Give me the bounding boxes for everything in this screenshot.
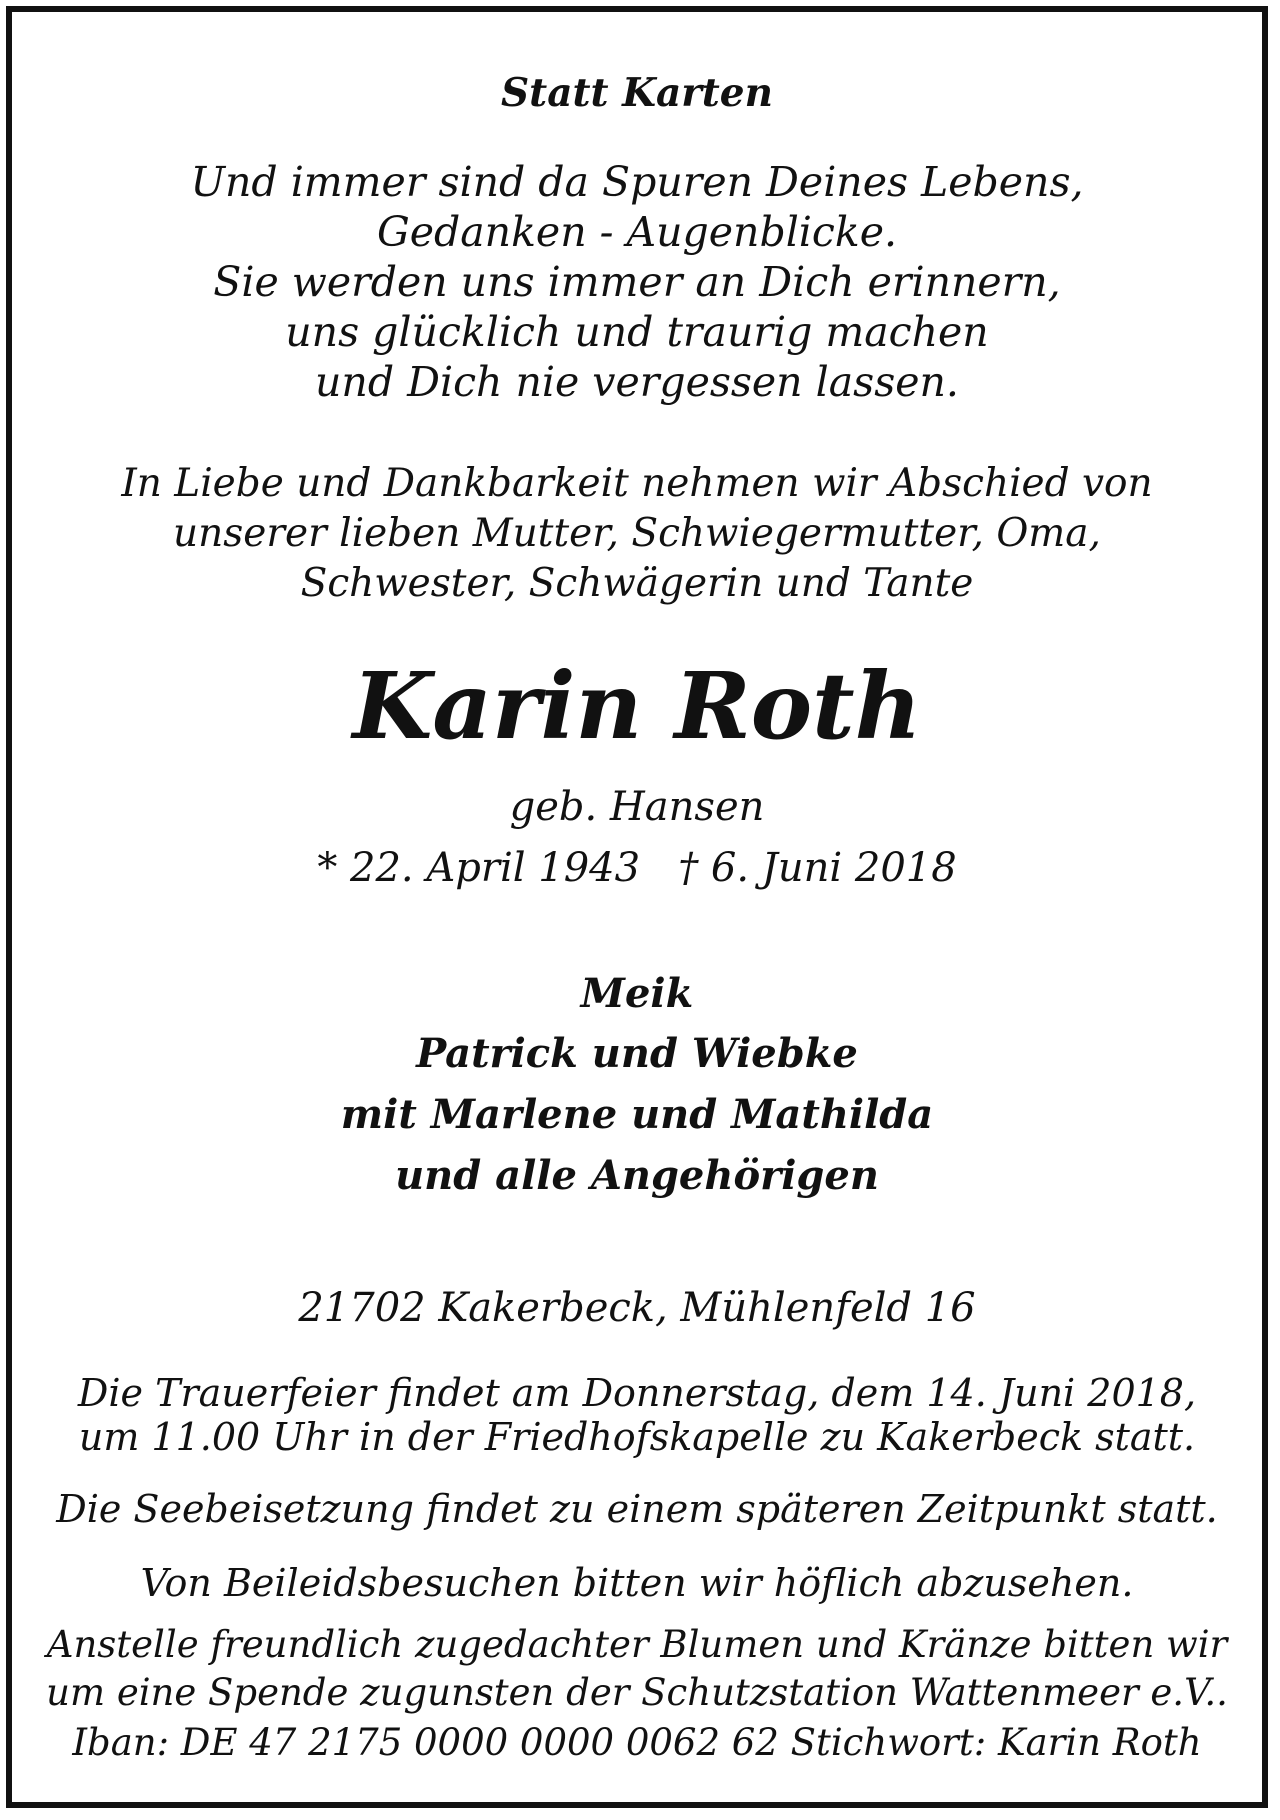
poem-line: Und immer sind da Spuren Deines Lebens, <box>190 158 1084 206</box>
deceased-name: Karin Roth <box>352 652 922 760</box>
maiden-name: geb. Hansen <box>509 784 765 830</box>
poem-line: uns glücklich und traurig machen <box>285 308 989 356</box>
donation-note: um eine Spende zugunsten der Schutzstation Wattenmeer e.V.. <box>46 1671 1228 1714</box>
poem-line: und Dich nie vergessen lassen. <box>315 358 959 406</box>
obituary-notice <box>6 6 1268 1808</box>
donation-note: Iban: DE 47 2175 0000 0000 0062 62 Stichwort: Karin Roth <box>72 1721 1202 1764</box>
address: 21702 Kakerbeck, Mühlenfeld 16 <box>298 1285 976 1331</box>
condolence-note: Von Beileidsbesuchen bitten wir höflich abzusehen. <box>140 1561 1134 1605</box>
family-line: Meik <box>580 970 694 1017</box>
farewell-line: unserer lieben Mutter, Schwiegermutter, Oma, <box>173 511 1101 556</box>
farewell-line: Schwester, Schwägerin und Tante <box>300 561 974 606</box>
poem-line: Gedanken - Augenblicke. <box>376 208 898 256</box>
burial-info: Die Seebeisetzung findet zu einem späteren Zeitpunkt statt. <box>56 1487 1218 1531</box>
poem-line: Sie werden uns immer an Dich erinnern, <box>213 258 1061 306</box>
donation-note: Anstelle freundlich zugedachter Blumen und Kränze bitten wir <box>46 1623 1228 1666</box>
farewell-line: In Liebe und Dankbarkeit nehmen wir Abschied von <box>121 461 1153 506</box>
family-line: Patrick und Wiebke <box>416 1030 858 1077</box>
life-dates: * 22. April 1943 † 6. Juni 2018 <box>317 845 957 891</box>
family-line: mit Marlene und Mathilda <box>340 1091 934 1138</box>
funeral-info: um 11.00 Uhr in der Friedhofskapelle zu Kakerbeck statt. <box>78 1415 1196 1459</box>
funeral-info: Die Trauerfeier findet am Donnerstag, dem 14. Juni 2018, <box>77 1371 1197 1415</box>
family-line: und alle Angehörigen <box>395 1152 879 1199</box>
notice-header: Statt Karten <box>501 70 773 116</box>
